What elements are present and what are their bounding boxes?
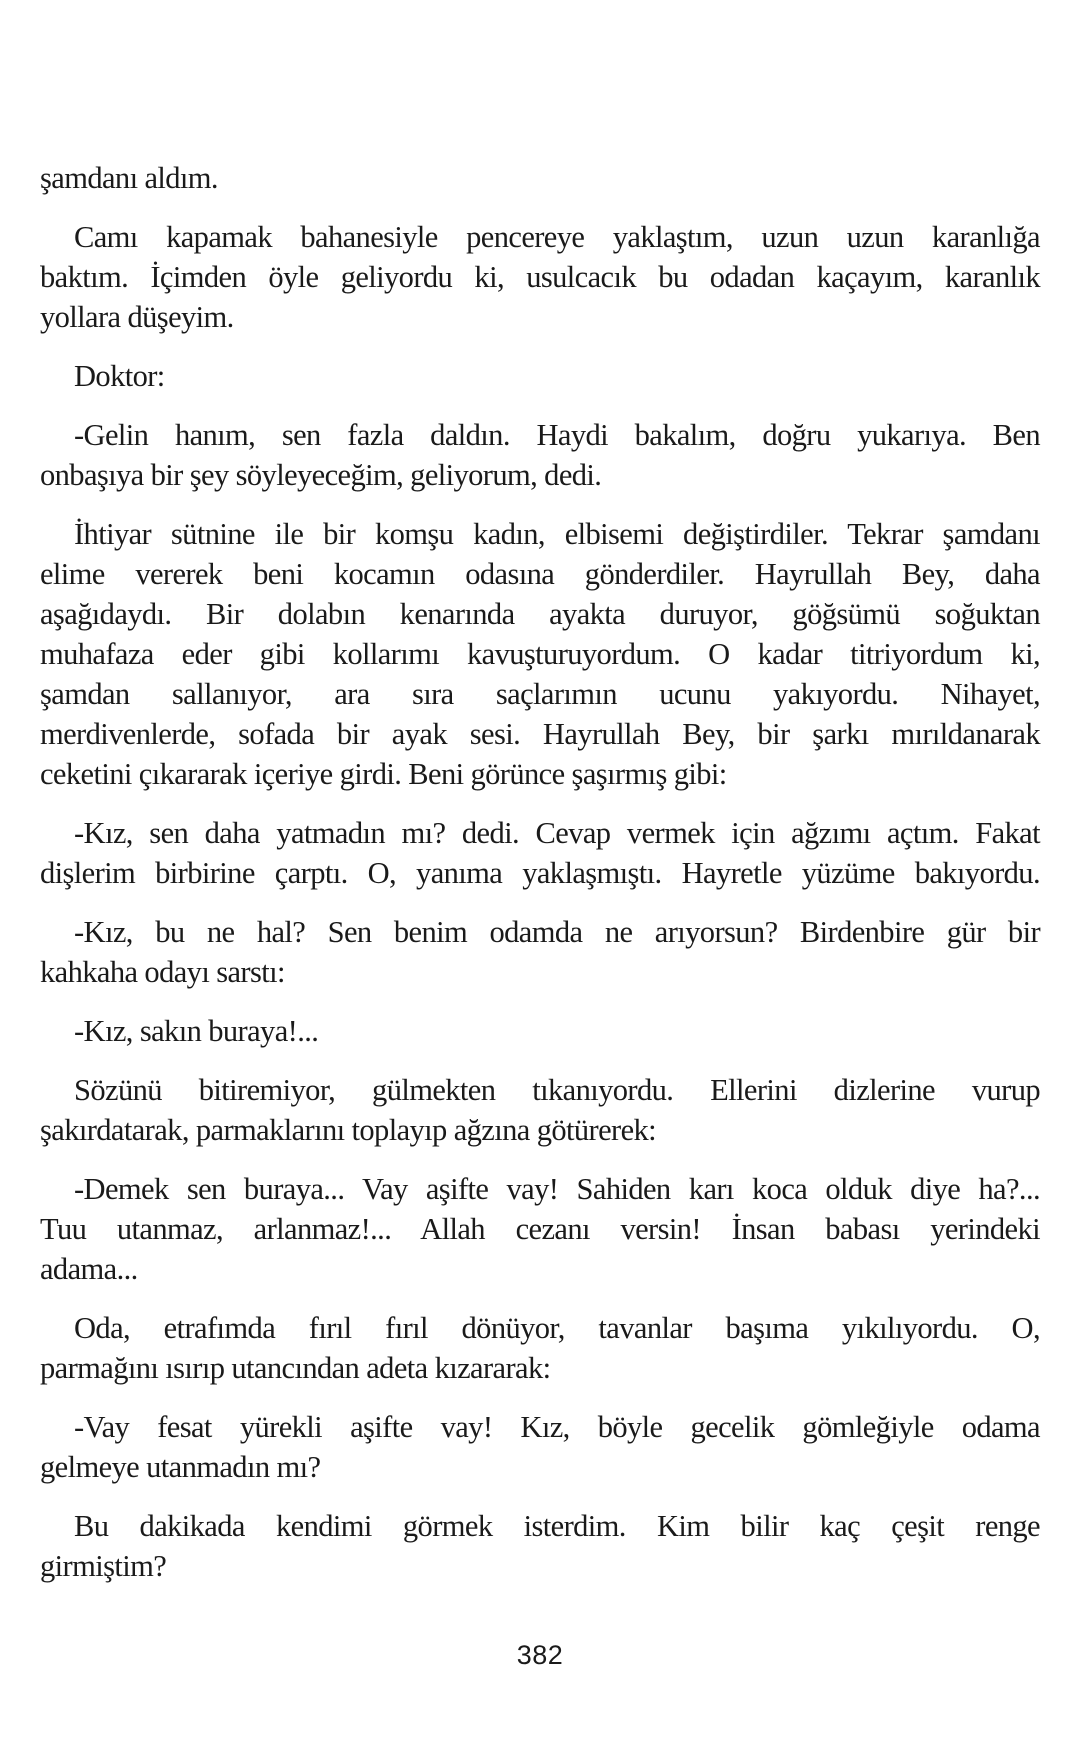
text-line: baktım. İçimden öyle geliyordu ki, usulcacık bu odadan kaçayım, karanlık [40, 260, 1040, 294]
text-line: yollara düşeyim. [40, 300, 234, 334]
text-line: merdivenlerde, sofada bir ayak sesi. Hayrullah Bey, bir şarkı mırıldanarak [40, 717, 1040, 751]
text-line: -Gelin hanım, sen fazla daldın. Haydi bakalım, doğru yukarıya. Ben [74, 418, 1040, 452]
text-line: onbaşıya bir şey söyleyeceğim, geliyorum, dedi. [40, 458, 602, 492]
text-line: Oda, etrafımda fırıl fırıl dönüyor, tavanlar başıma yıkılıyordu. O, [74, 1311, 1040, 1345]
text-line: şamdan sallanıyor, ara sıra saçlarımın ucunu yakıyordu. Nihayet, [40, 677, 1040, 711]
paragraph-2 [40, 217, 1040, 337]
text-line: Tuu utanmaz, arlanmaz!... Allah cezanı versin! İnsan babası yerindeki [40, 1212, 1040, 1246]
paragraph-5 [40, 514, 1040, 794]
text-line: elime vererek beni kocamın odasına gönderdiler. Hayrullah Bey, daha [40, 557, 1040, 591]
text-line: dişlerim birbirine çarptı. O, yanıma yaklaşmıştı. Hayretle yüzüme bakıyordu. [40, 856, 1040, 890]
text-line: -Kız, sen daha yatmadın mı? dedi. Cevap vermek için ağzımı açtım. Fakat [74, 816, 1040, 850]
page-number: 382 [516, 1640, 564, 1670]
paragraph-4 [40, 415, 1040, 495]
text-line: -Kız, sakın buraya!... [74, 1014, 319, 1048]
paragraph-7 [40, 912, 1040, 992]
text-line: Bu dakikada kendimi görmek isterdim. Kim bilir kaç çeşit renge [74, 1509, 1040, 1543]
text-line: -Vay fesat yürekli aşifte vay! Kız, böyle gecelik gömleğiyle odama [74, 1410, 1040, 1444]
text-line: şakırdatarak, parmaklarını toplayıp ağzına götürerek: [40, 1113, 657, 1147]
text-line: girmiştim? [40, 1549, 167, 1583]
text-line: Doktor: [74, 359, 165, 393]
paragraph-13 [40, 1506, 1040, 1586]
paragraph-12 [40, 1407, 1040, 1487]
text-line: Sözünü bitiremiyor, gülmekten tıkanıyordu. Ellerini dizlerine vurup [74, 1073, 1040, 1107]
text-line: şamdanı aldım. [40, 161, 218, 195]
paragraph-10 [40, 1169, 1040, 1289]
paragraph-8 [40, 1011, 1040, 1051]
text-line: adama... [40, 1252, 138, 1286]
text-line: -Kız, bu ne hal? Sen benim odamda ne arıyorsun? Birdenbire gür bir [74, 915, 1040, 949]
paragraph-9 [40, 1070, 1040, 1150]
text-line: İhtiyar sütnine ile bir komşu kadın, elbisemi değiştirdiler. Tekrar şamdanı [74, 517, 1040, 551]
paragraph-6 [40, 813, 1040, 893]
page-body [40, 158, 1040, 1605]
paragraph-1 [40, 158, 1040, 198]
paragraph-11 [40, 1308, 1040, 1388]
text-line: Camı kapamak bahanesiyle pencereye yaklaştım, uzun uzun karanlığa [74, 220, 1040, 254]
text-line: kahkaha odayı sarstı: [40, 955, 285, 989]
paragraph-3 [40, 356, 1040, 396]
text-line: muhafaza eder gibi kollarımı kavuşturuyordum. O kadar titriyordum ki, [40, 637, 1040, 671]
text-line: aşağıdaydı. Bir dolabın kenarında ayakta duruyor, göğsümü soğuktan [40, 597, 1040, 631]
text-line: gelmeye utanmadın mı? [40, 1450, 321, 1484]
text-line: parmağını ısırıp utancından adeta kızararak: [40, 1351, 551, 1385]
text-line: ceketini çıkararak içeriye girdi. Beni görünce şaşırmış gibi: [40, 757, 727, 791]
text-line: -Demek sen buraya... Vay aşifte vay! Sahiden karı koca olduk diye ha?... [74, 1172, 1040, 1206]
